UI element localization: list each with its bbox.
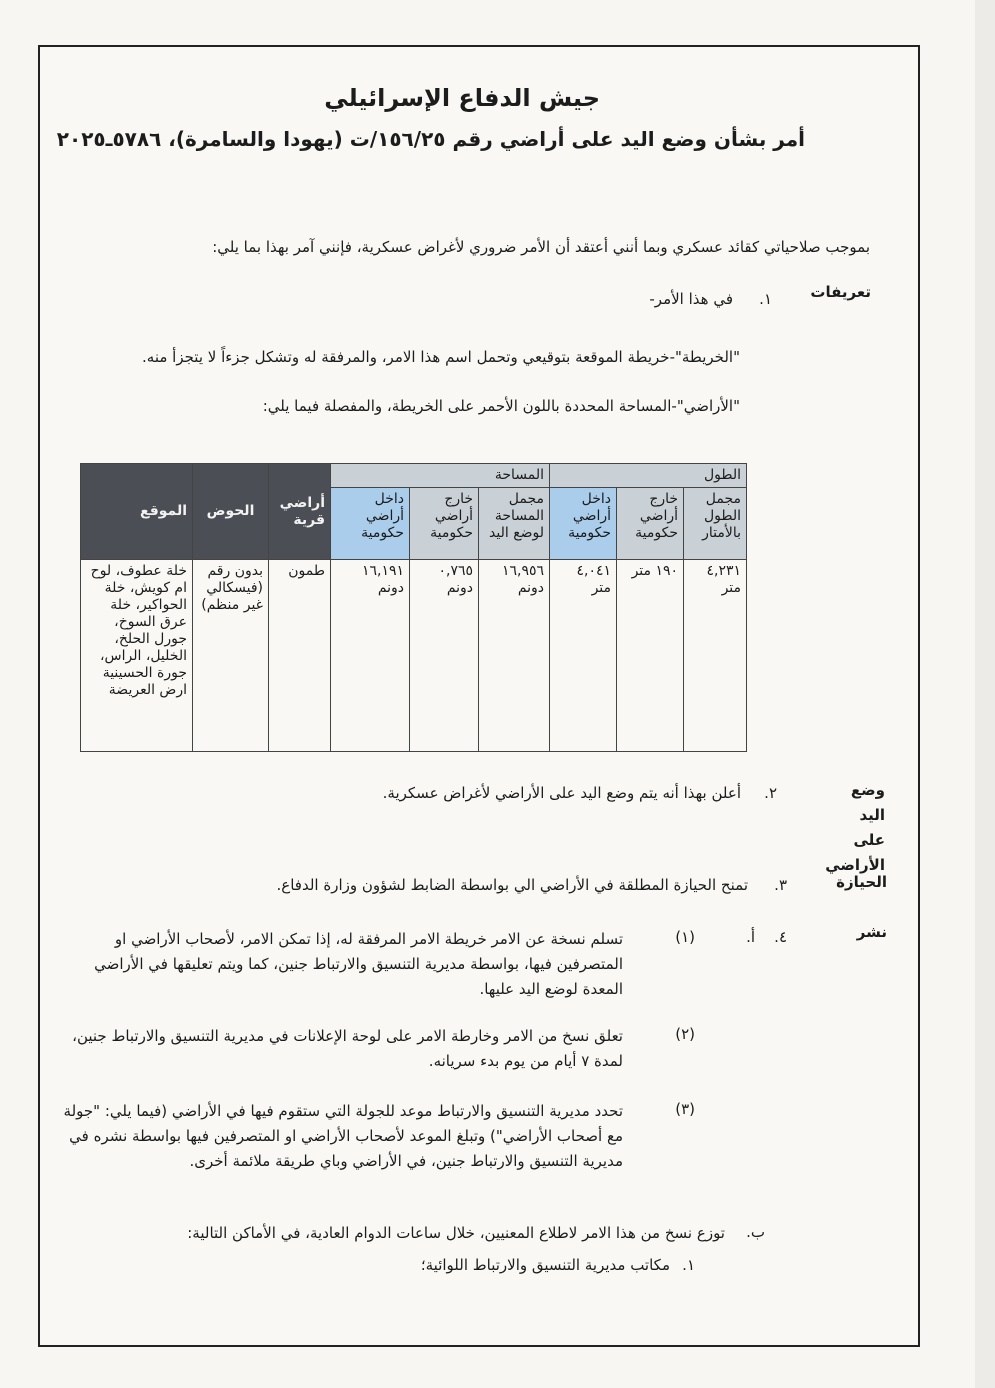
item-text: تحدد مديرية التنسيق والارتباط موعد للجولة التي ستقوم فيها في الأراضي (فيما يلي: "جولة مع أصحاب الأراضي") وتبلغ الموعد لأصحاب الأراضي او المتصرفين فيها بواسطة نشره في مديرية التنسيق والارتباط جنين، في الأراضي وباي طريقة ملائمة أخرى. (63, 1102, 623, 1170)
section1-label: تعريفات (810, 283, 871, 301)
section3-text: تمنح الحيازة المطلقة في الأراضي الي بواسطة الضابط لشؤون وزارة الدفاع. (276, 876, 748, 894)
sub-b-item-text: مكاتب مديرية التنسيق والارتباط اللوائية؛ (420, 1256, 670, 1274)
header-length-inside: داخل أراضي حكومية (550, 488, 617, 560)
header-area-inside: داخل أراضي حكومية (331, 488, 410, 560)
definition-land: "الأراضي"-المساحة المحددة باللون الأحمر على الخريطة، والمفصلة فيما يلي: (262, 397, 740, 415)
intro-paragraph: بموجب صلاحياتي كقائد عسكري وبما أنني أعتقد أن الأمر ضروري لأغراض عسكرية، فإنني آمر بهذا بما يلي: (212, 238, 870, 256)
header-length-outside: خارج أراضي حكومية (617, 488, 684, 560)
section1-number: ١. (759, 290, 772, 308)
document-title: جيش الدفاع الإسرائيلي (324, 84, 600, 112)
section4-label: نشر (856, 923, 887, 941)
header-village: أراضي قرية (269, 464, 331, 560)
section4-sub-a: أ. (746, 928, 755, 946)
section2-text: أعلن بهذا أنه يتم وضع اليد على الأراضي لأغراض عسكرية. (382, 784, 741, 802)
cell-area-total: ١٦,٩٥٦ دونم (479, 560, 550, 752)
section2-number: ٢. (764, 784, 777, 802)
header-basin: الحوض (193, 464, 269, 560)
cell-length-outside: ١٩٠ متر (617, 560, 684, 752)
sub-b-text: توزع نسخ من هذا الامر لاطلاع المعنيين، خلال ساعات الدوام العادية، في الأماكن التالية: (187, 1224, 725, 1242)
header-area-outside: خارج أراضي حكومية (410, 488, 479, 560)
cell-area-outside: ٠,٧٦٥ دونم (410, 560, 479, 752)
item-text: تسلم نسخة عن الامر خريطة الامر المرفقة له، إذا تمكن الامر، لأصحاب الأراضي او المتصرفين فيها، بواسطة مديرية التنسيق والارتباط جنين، كما ويتم تعليقها في الأراضي المعدة لوضع اليد عليها. (94, 930, 623, 998)
header-group-length: الطول (550, 464, 747, 488)
section4-number: ٤. (774, 928, 787, 946)
section4-sub-b: ب. (746, 1223, 765, 1241)
cell-length-total: ٤,٢٣١ متر (684, 560, 747, 752)
section3-number: ٣. (774, 876, 787, 894)
order-title: أمر بشأن وضع اليد على أراضي رقم ١٥٦/٢٥/ت (يهودا والسامرة)، ٥٧٨٦ـ٢٠٢٥ (56, 127, 805, 151)
item-number: (١) (675, 928, 695, 946)
section3-label: الحيازة (836, 873, 887, 891)
cell-area-inside: ١٦,١٩١ دونم (331, 560, 410, 752)
cell-location: خلة عطوف، لوح ام كويش، خلة الحواكير، خلة عرق السوخ، جورل الحلخ، الخليل، الراس، جورة الحسينية ارض العريضة (81, 560, 193, 752)
header-group-area: المساحة (331, 464, 550, 488)
sub-b-item-number: ١. (682, 1256, 695, 1274)
definition-map: "الخريطة"-خريطة الموقعة بتوقيعي وتحمل اسم هذا الامر، والمرفقة له وتشكل جزءاً لا يتجزأ منه. (142, 348, 740, 366)
cell-basin: بدون رقم (فيسكالي غير منظم) (193, 560, 269, 752)
header-length-total: مجمل الطول بالأمتار (684, 488, 747, 560)
cell-length-inside: ٤,٠٤١ متر (550, 560, 617, 752)
section2-label: وضع اليد على الأراضي (825, 781, 885, 874)
item-text: تعلق نسخ من الامر وخارطة الامر على لوحة الإعلانات في مديرية التنسيق والارتباط جنين، لمدة ٧ أيام من يوم بدء سريانه. (72, 1027, 623, 1070)
header-location: الموقع (81, 464, 193, 560)
section1-lead: في هذا الأمر- (649, 290, 733, 308)
header-area-total: مجمل المساحة لوضع اليد (479, 488, 550, 560)
item-number: (٣) (675, 1100, 695, 1118)
item-number: (٢) (675, 1025, 695, 1043)
land-table (80, 463, 747, 752)
cell-village: طمون (269, 560, 331, 752)
